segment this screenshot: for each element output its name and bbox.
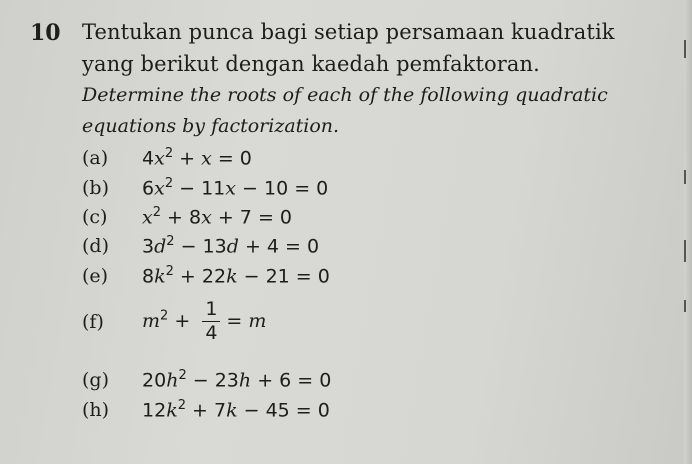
part-d-label: (d) <box>82 235 109 258</box>
margin-mark <box>684 170 686 184</box>
question-number: 10 <box>30 20 61 46</box>
question-malay-line-1: Tentukan punca bagi setiap persamaan kuadratik <box>82 20 615 44</box>
part-g-label: (g) <box>82 369 109 392</box>
question-malay-line-2: yang berikut dengan kaedah pemfaktoran. <box>82 52 540 76</box>
part-f-label: (f) <box>82 310 104 333</box>
margin-mark <box>684 40 686 58</box>
equation-h: $12k^2 + 7k - 45 = 0$ <box>142 398 330 422</box>
question-english-line-1: Determine the roots of each of the following quadratic <box>82 84 608 106</box>
part-a <box>82 146 252 169</box>
fraction-one-quarter: $\frac{1}{4}$ <box>202 300 220 343</box>
part-c <box>82 205 292 228</box>
question-english-line-2: equations by factorization. <box>82 115 340 137</box>
part-c-label: (c) <box>82 206 108 229</box>
margin-mark <box>684 240 686 262</box>
part-f <box>82 300 266 343</box>
margin-mark <box>684 300 686 312</box>
part-d <box>82 234 319 257</box>
equation-b: $6x^2 - 11x - 10 = 0$ <box>142 176 329 200</box>
equation-e: $8k^2 + 22k - 21 = 0$ <box>142 264 330 288</box>
part-h-label: (h) <box>82 399 110 422</box>
equation-g: $20h^2 - 23h + 6 = 0$ <box>142 368 332 392</box>
part-e <box>82 264 330 287</box>
equation-c: $x^2 + 8x + 7 = 0$ <box>142 205 292 229</box>
part-g <box>82 368 331 391</box>
part-b-label: (b) <box>82 177 109 200</box>
part-e-label: (e) <box>82 265 109 288</box>
part-a-label: (a) <box>82 147 109 170</box>
equation-f: $m^2$ + $\frac{1}{4}$ = m <box>142 298 267 344</box>
part-h <box>82 398 330 421</box>
equation-a: $4x^2 + x = 0$ <box>142 146 252 170</box>
equation-d: $3d^2 - 13d + 4 = 0$ <box>142 234 320 258</box>
part-b <box>82 176 328 199</box>
page-edge <box>684 0 692 464</box>
